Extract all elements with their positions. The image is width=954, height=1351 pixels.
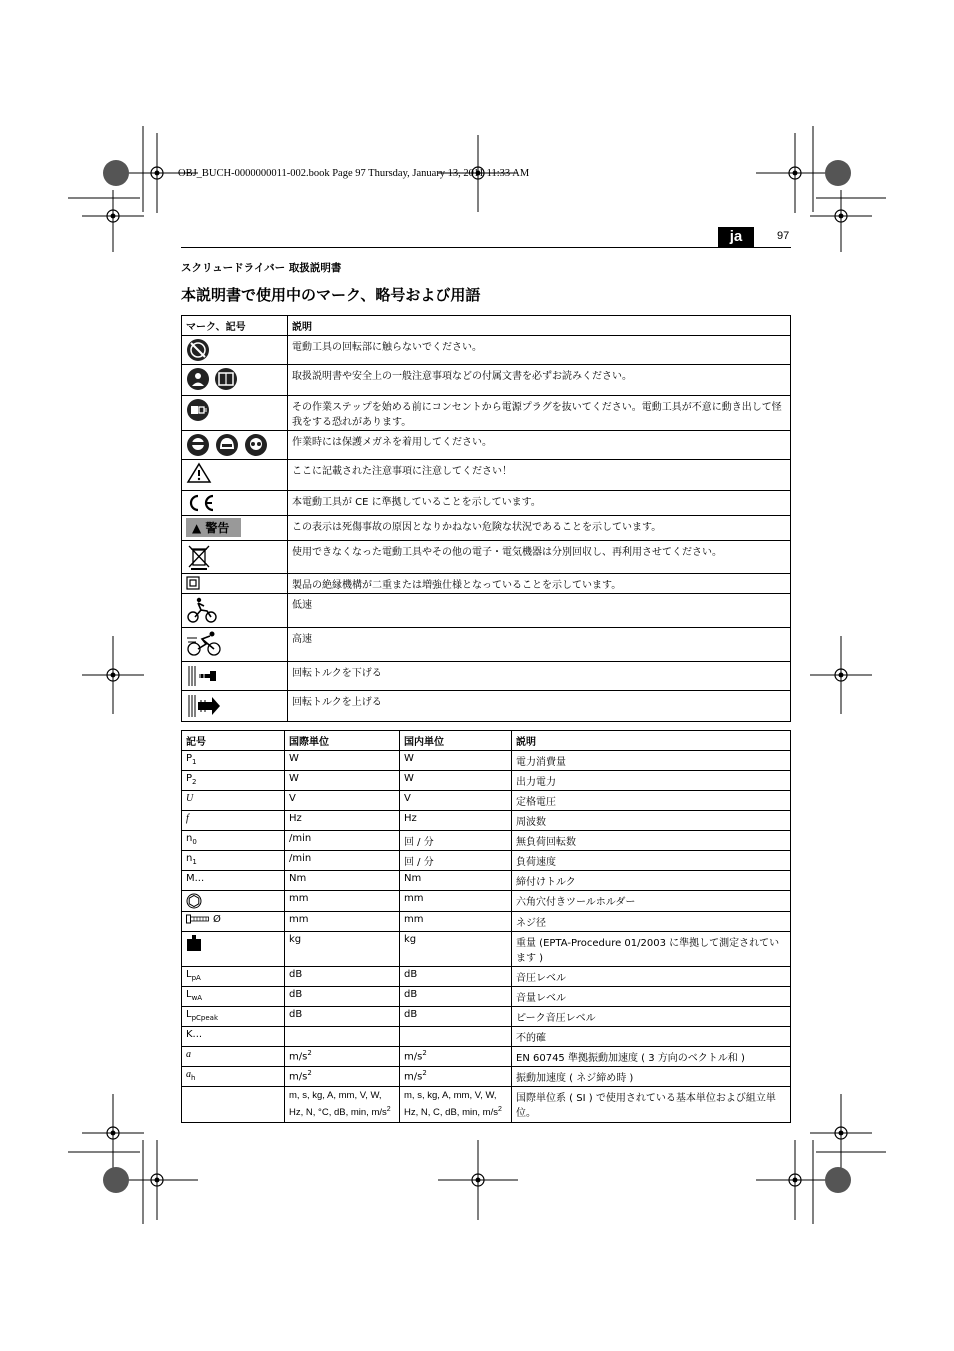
table-row xyxy=(182,891,791,912)
weight-icon xyxy=(186,934,202,952)
domestic-unit: m/s xyxy=(404,1071,423,1083)
table-header-row xyxy=(182,316,791,336)
hex-holder-icon xyxy=(186,893,202,909)
international-unit: V xyxy=(285,791,400,811)
symbol: K... xyxy=(182,1027,285,1047)
column-header-international-unit: 国際単位 xyxy=(285,731,400,751)
table-row xyxy=(182,871,791,891)
domestic-unit: 回 / 分 xyxy=(400,851,512,871)
mark-description: 製品の絶縁機構が二重または増強仕様となっていることを示しています。 xyxy=(288,574,791,594)
table-row xyxy=(182,691,791,722)
international-unit-list: m, s, kg, A, mm, V, W, Hz, N, °C, dB, min, m/s xyxy=(289,1090,387,1119)
international-unit: m/s xyxy=(289,1051,308,1063)
symbol-subscript: 1 xyxy=(192,858,197,866)
table-row xyxy=(182,791,791,811)
table-row xyxy=(182,851,791,871)
double-insulation-icon xyxy=(186,576,200,590)
domestic-unit: dB xyxy=(400,967,512,987)
symbol: U xyxy=(186,793,194,804)
mark-description: その作業ステップを始める前にコンセントから電源プラグを抜いてください。電動工具が不意に動き出して怪我をする恐れがあります。 xyxy=(288,396,791,431)
international-unit: Nm xyxy=(285,871,400,891)
domestic-unit: mm xyxy=(400,891,512,912)
page-number: 97 xyxy=(777,230,790,242)
symbol-subscript: 1 xyxy=(192,758,197,766)
symbol: a xyxy=(186,1069,191,1080)
domestic-unit: Hz xyxy=(400,811,512,831)
international-unit xyxy=(285,1027,400,1047)
table-row xyxy=(182,1027,791,1047)
language-tab: ja xyxy=(718,227,754,247)
table-row xyxy=(182,987,791,1007)
symbol: L xyxy=(186,989,192,1000)
international-unit: W xyxy=(285,771,400,791)
table-row xyxy=(182,516,791,541)
unit-description: 出力電力 xyxy=(512,771,791,791)
unit-description: 電力消費量 xyxy=(512,751,791,771)
table-row xyxy=(182,431,791,460)
table-row xyxy=(182,932,791,967)
unit-description: 無負荷回転数 xyxy=(512,831,791,851)
table-row xyxy=(182,751,791,771)
symbol: P xyxy=(186,773,193,784)
table-row xyxy=(182,396,791,431)
domestic-unit: W xyxy=(400,751,512,771)
symbol: M... xyxy=(182,871,285,891)
mark-description: 回転トルクを上げる xyxy=(288,691,791,722)
unit-description: 重量 (EPTA-Procedure 01/2003 に準拠して測定されています ) xyxy=(512,932,791,967)
unplug-icon xyxy=(186,398,210,422)
unit-description: 振動加速度 ( ネジ締め時 ) xyxy=(512,1067,791,1087)
symbol: L xyxy=(186,1009,192,1020)
symbol-subscript: wA xyxy=(191,994,203,1002)
international-unit: Hz xyxy=(285,811,400,831)
unit-description: 不的確 xyxy=(512,1027,791,1047)
symbol: n xyxy=(186,833,193,844)
domestic-unit xyxy=(400,1027,512,1047)
column-header-description: 説明 xyxy=(512,731,791,751)
mark-description: 高速 xyxy=(288,628,791,662)
warning-label-icon: ▲ 警告 xyxy=(186,518,241,537)
screw-icon xyxy=(186,914,210,924)
unit-superscript: 2 xyxy=(497,1106,502,1113)
column-header-description: 説明 xyxy=(288,316,791,336)
table-row xyxy=(182,831,791,851)
mark-description: 使用できなくなった電動工具やその他の電子・電気機器は分別回収し、再利用させてください。 xyxy=(288,541,791,574)
domestic-unit: 回 / 分 xyxy=(400,831,512,851)
units-table xyxy=(181,730,791,1123)
table-header-row xyxy=(182,731,791,751)
domestic-unit-list: m, s, kg, A, mm, V, W, Hz, N, C, dB, min, m/s xyxy=(404,1090,498,1119)
table-row xyxy=(182,967,791,987)
unit-description: ピーク音圧レベル xyxy=(512,1007,791,1027)
unit-description: 負荷速度 xyxy=(512,851,791,871)
unit-description: 六角穴付きツールホルダー xyxy=(512,891,791,912)
international-unit: mm xyxy=(285,891,400,912)
table-row xyxy=(182,491,791,516)
ce-mark-icon xyxy=(186,493,216,513)
torque-up-icon xyxy=(186,693,222,719)
table-row xyxy=(182,771,791,791)
table-row xyxy=(182,1007,791,1027)
domestic-unit: mm xyxy=(400,912,512,932)
international-unit: /min xyxy=(285,851,400,871)
symbol: n xyxy=(186,853,193,864)
warning-label-text: 警告 xyxy=(205,521,230,535)
table-row xyxy=(182,594,791,628)
marks-table xyxy=(181,315,791,722)
international-unit: dB xyxy=(285,967,400,987)
domestic-unit: kg xyxy=(400,932,512,967)
column-header-domestic-unit: 国内単位 xyxy=(400,731,512,751)
column-header-symbol: 記号 xyxy=(182,731,285,751)
unit-description: 締付けトルク xyxy=(512,871,791,891)
symbol: L xyxy=(186,969,192,980)
symbol: P xyxy=(186,753,193,764)
international-unit: W xyxy=(285,751,400,771)
header-rule xyxy=(181,247,791,248)
symbol-subscript: 0 xyxy=(192,838,197,846)
slow-cyclist-icon xyxy=(186,596,218,624)
column-header-mark: マーク、記号 xyxy=(182,316,288,336)
table-row xyxy=(182,811,791,831)
table-row xyxy=(182,1087,791,1123)
mark-description: 取扱説明書や安全上の一般注意事項などの付属文書を必ずお読みください。 xyxy=(288,365,791,396)
table-row xyxy=(182,574,791,594)
unit-description: 定格電圧 xyxy=(512,791,791,811)
table-row xyxy=(182,336,791,365)
section-title: 本説明書で使用中のマーク、略号および用語 xyxy=(181,286,481,304)
symbol-subscript: h xyxy=(191,1074,196,1082)
table-row xyxy=(182,1067,791,1087)
warning-triangle-icon xyxy=(186,462,212,484)
unit-description: 国際単位系 ( SI ) で使用されている基本単位および組立単位。 xyxy=(512,1087,791,1123)
unit-description: 周波数 xyxy=(512,811,791,831)
domestic-unit: W xyxy=(400,771,512,791)
symbol-subscript: 2 xyxy=(192,778,197,786)
mark-description: 回転トルクを下げる xyxy=(288,662,791,691)
weee-bin-icon xyxy=(186,543,212,571)
international-unit: kg xyxy=(285,932,400,967)
unit-superscript: 2 xyxy=(422,1049,427,1057)
symbol: a xyxy=(186,1049,191,1060)
mark-description: ここに記載された注意事項に注意してください！ xyxy=(288,460,791,491)
unit-superscript: 2 xyxy=(422,1069,427,1077)
symbol-subscript: pCpeak xyxy=(191,1014,219,1022)
mark-description: 低速 xyxy=(288,594,791,628)
international-unit: mm xyxy=(285,912,400,932)
international-unit: /min xyxy=(285,831,400,851)
unit-superscript: 2 xyxy=(386,1106,391,1113)
table-row xyxy=(182,912,791,932)
international-unit: dB xyxy=(285,987,400,1007)
fast-cyclist-icon xyxy=(186,630,222,656)
mark-description: この表示は死傷事故の原因となりかねない危険な状況であることを示しています。 xyxy=(288,516,791,541)
unit-description: 音圧レベル xyxy=(512,967,791,987)
no-touch-icon xyxy=(186,338,210,362)
protective-gear-icon xyxy=(186,433,268,457)
book-info-line: OBJ_BUCH-0000000011-002.book Page 97 Thursday, January 13, 2011 11:33 AM xyxy=(178,168,530,179)
table-row xyxy=(182,460,791,491)
symbol: Ø xyxy=(213,914,221,925)
table-row xyxy=(182,628,791,662)
domestic-unit: m/s xyxy=(404,1051,423,1063)
unit-description: 音量レベル xyxy=(512,987,791,1007)
mark-description: 本電動工具が CE に準拠していることを示しています。 xyxy=(288,491,791,516)
mark-description: 作業時には保護メガネを着用してください。 xyxy=(288,431,791,460)
domestic-unit: dB xyxy=(400,987,512,1007)
manual-subtitle: スクリュードライバー 取扱説明書 xyxy=(181,262,342,274)
read-manual-icon xyxy=(186,367,238,391)
international-unit: dB xyxy=(285,1007,400,1027)
table-row xyxy=(182,1047,791,1067)
table-row xyxy=(182,365,791,396)
symbol-subscript: pA xyxy=(191,974,201,982)
table-row xyxy=(182,662,791,691)
unit-description: EN 60745 準拠振動加速度 ( 3 方向のベクトル和 ) xyxy=(512,1047,791,1067)
table-row xyxy=(182,541,791,574)
symbol: f xyxy=(186,813,189,824)
torque-down-icon xyxy=(186,664,218,688)
domestic-unit: V xyxy=(400,791,512,811)
unit-superscript: 2 xyxy=(307,1069,312,1077)
domestic-unit: Nm xyxy=(400,871,512,891)
domestic-unit: dB xyxy=(400,1007,512,1027)
mark-description: 電動工具の回転部に触らないでください。 xyxy=(288,336,791,365)
unit-description: ネジ径 xyxy=(512,912,791,932)
unit-superscript: 2 xyxy=(307,1049,312,1057)
international-unit: m/s xyxy=(289,1071,308,1083)
